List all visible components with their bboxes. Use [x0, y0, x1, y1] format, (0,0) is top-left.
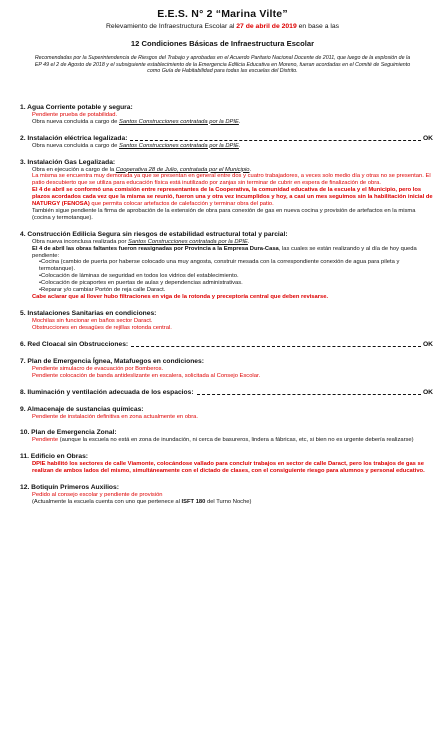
condition-12-title-text: 12. Botiquín Primeros Auxilios:: [20, 484, 119, 492]
list-item: • Colocación de láminas de seguridad en todos los vidrios del establecimiento.: [39, 273, 433, 280]
condition-11-body: [32, 461, 433, 475]
dashed-leader: [197, 394, 421, 395]
condition-11-title-text: 11. Edificio en Obras:: [20, 453, 89, 461]
condition-10-title: [20, 429, 433, 437]
condition-2-note: [32, 143, 433, 150]
condition-4-reassign-bold: El 4 de abril las obras faltantes fueron reasignadas por Provincia a la Empresa Dura-Casa: [32, 245, 279, 252]
condition-12: [20, 484, 433, 506]
condition-3-contractor: Cooperativa 28 de Julio, contratada por el Municipio: [115, 166, 250, 173]
condition-4-reassign-rest: , las cuales se están realizando y al día de hoy queda pendiente:: [32, 245, 417, 259]
condition-3-commission-note: [32, 187, 433, 208]
conditions-title: 12 Condiciones Básicas de Infraestructura Escolar: [130, 39, 315, 48]
condition-4-contractor: Santos Construcciones contratada por la DPIE: [128, 238, 248, 245]
condition-12-note-pre: (Actualmente la escuela cuenta con uno que pertenece al: [32, 499, 182, 506]
survey-line-pre: Relevamiento de Infraestructura Escolar al: [105, 23, 237, 30]
condition-7-note-2: Pendiente colocación de banda antideslizante en escalera, solicitada al Consejo Escolar.: [32, 372, 261, 379]
condition-6-title-text: 6. Red Cloacal sin Obstrucciones:: [20, 340, 129, 348]
condition-9: [20, 406, 433, 421]
condition-12-body: [32, 492, 433, 506]
list-item: • Reparar y/o cambiar Portón de reja calle Daract.: [39, 287, 433, 294]
condition-2-title-text: 2. Instalación eléctrica legalizada:: [20, 134, 128, 142]
condition-1-note-post: .: [238, 118, 241, 125]
condition-8-title-text: 8. Iluminación y ventilación adecuada de los espacios:: [20, 388, 194, 396]
condition-2-note-pre: Obra nueva concluida a cargo de: [32, 142, 120, 149]
condition-1-note: [32, 119, 433, 126]
condition-10-note: [32, 437, 433, 444]
condition-4-note-pre: Obra nueva inconclusa realizada por: [32, 238, 129, 245]
condition-1-contractor: Santos Construcciones contratada por la DPIE: [119, 118, 239, 125]
condition-6-ok: OK: [422, 340, 433, 348]
survey-line: [12, 23, 433, 30]
condition-1-title: [20, 104, 433, 112]
conditions-list: [12, 104, 433, 506]
list-item: • Cocina (cambio de puerta por haberse colocado una muy angosta, construir mesada con la correspondiente conexión de agua para pileta y termotanque).: [39, 259, 433, 273]
condition-1-status: Pendiente prueba de potabilidad.: [32, 111, 118, 118]
condition-6-title: [20, 341, 433, 349]
condition-4-note: [32, 239, 433, 246]
survey-line-post: en base a las: [296, 23, 340, 30]
condition-9-title-text: 9. Almacenaje de sustancias químicas:: [20, 405, 144, 413]
condition-11-note: DPIE habilitó los sectores de calle Viamonte, colocándose vallado para concluir trabajos en sector de calle Daract, pero los trabajos de gas se realizan de ambos lados del mismo, simultáneamente con el dictado de clases, con el consiguiente riesgo para alumnos y personal educativo.: [32, 461, 425, 475]
condition-11: [20, 453, 433, 475]
condition-1-title-text: 1. Agua Corriente potable y segura:: [20, 103, 133, 111]
condition-12-institution: ISFT 180: [181, 499, 206, 506]
condition-8: [20, 389, 433, 397]
survey-date: 27 de abril de 2019: [236, 23, 297, 30]
condition-3-title: [20, 159, 433, 167]
intro-paragraph: Recomendadas por la Superintendencia de Riesgos del Trabajo y aprobadas en el Acuerdo Paritario Nacional Docente de 2011, que luego de la explosión de la EP 49 el 2 de Agosto de 2018 y el subsiguiente establecimiento de la Emergencia Edilicia Educativa en Moreno, fueran acordadas en el Comité de Seguimiento como Guía de Habitabilidad para todas las escuelas del Distrito.: [34, 55, 411, 75]
condition-5-body: [32, 318, 433, 332]
condition-6: [20, 341, 433, 349]
condition-10-status: Pendiente: [32, 437, 59, 444]
condition-9-note: Pendiente de instalación definitiva en zona actualmente en obra.: [32, 413, 198, 420]
condition-5: [20, 310, 433, 332]
condition-9-body: [32, 414, 433, 421]
condition-7-title-text: 7. Plan de Emergencia Ígnea, Matafuegos en condiciones:: [20, 357, 204, 365]
condition-10-note-rest: (aunque la escuela no está en zona de inundación, ni cerca de basureros, lindera a fábricas, etc, si bien no es urgente debería realizarse): [58, 437, 414, 444]
condition-12-title: [20, 484, 433, 492]
condition-2-note-post: .: [238, 142, 241, 149]
condition-10-title-text: 10. Plan de Emergencia Zonal:: [20, 429, 117, 437]
condition-3-note-post: .: [249, 166, 252, 173]
condition-10: [20, 429, 433, 444]
condition-5-note-2: Obstrucciones en desagües de rejillas rotonda central.: [32, 324, 172, 331]
condition-3-note: [32, 167, 433, 174]
condition-4-reassign-note: [32, 246, 433, 260]
condition-1-note-pre: Obra nueva concluida a cargo de: [32, 118, 120, 125]
condition-8-title: [20, 389, 433, 397]
condition-7-title: [20, 358, 433, 366]
condition-3-body: [32, 167, 433, 222]
condition-3-commission-rest: que permita colocar artefactos de calefacción y terminar obra del patio.: [89, 201, 274, 208]
condition-2-title: [20, 135, 433, 143]
condition-4-note-post: .: [247, 238, 250, 245]
school-name: E.E.S. N° 2 “Marina Vilte”: [157, 8, 288, 20]
condition-11-title: [20, 453, 433, 461]
condition-2-body: [32, 143, 433, 150]
condition-9-title: [20, 406, 433, 414]
condition-4-leak-note: Cabe aclarar que al llover hubo filtraciones en viga de la rotonda y preceptoría central que deben revisarse.: [32, 294, 329, 300]
dashed-leader: [131, 346, 421, 347]
condition-3: [20, 159, 433, 222]
condition-4-title-text: 4. Construcción Edilicia Segura sin riesgos de estabilidad estructural total y parcial:: [20, 230, 288, 238]
condition-3-pending-note: También sigue pendiente la firma de aprobación de la extensión de obra para conexión de gas en nueva cocina y provisión de artefactos en la misma (cocina y termotanque).: [32, 207, 416, 221]
condition-12-status: Pedido al consejo escolar y pendiente de provisión: [32, 492, 163, 499]
condition-1: [20, 104, 433, 126]
condition-5-note-1: Mochilas sin funcionar en baños sector Daract.: [32, 317, 153, 324]
condition-1-body: [32, 112, 433, 126]
condition-2: [20, 135, 433, 150]
list-item: • Colocación de picaportes en puertas de aulas y dependencias administrativas.: [39, 280, 433, 287]
condition-3-title-text: 3. Instalación Gas Legalizada:: [20, 158, 116, 166]
condition-10-body: [32, 437, 433, 444]
condition-4-pending-list: [32, 259, 433, 294]
condition-2-ok: OK: [422, 134, 433, 142]
condition-5-title: [20, 310, 433, 318]
condition-4: [20, 231, 433, 301]
condition-4-title: [20, 231, 433, 239]
condition-7: [20, 358, 433, 380]
condition-12-note: [32, 499, 433, 506]
condition-12-note-post: del Turno Noche): [205, 499, 252, 506]
condition-5-title-text: 5. Instalaciones Sanitarias en condiciones:: [20, 309, 157, 317]
condition-8-ok: OK: [422, 388, 433, 396]
condition-3-commission-bold: El 4 de abril se conformó una comisión entre representantes de la Cooperativa, la comunidad educativa de la escuela y el Municipio, pero los plazos acordados cada vez que la misma se reunió, fueron una y otra vez incumplidos y hoy, a casi un mes seguimos sin la habilitación inicial de NATURGY (FENOSA): [32, 187, 433, 208]
condition-7-note-1: Pendiente simulacro de evacuación por Bomberos.: [32, 365, 164, 372]
condition-2-contractor: Santos Construcciones contratada por la DPIE: [119, 142, 239, 149]
condition-3-delay-note: La misma se encuentra muy demorada ya que se presentan en general entre dos y cuatro trabajadores, a veces solo medio día y otras no se presentan. El patio descubierto que se utiliza para educación física está inutilizado por zanjas sin terminar de cubrir en espera de finalización de obra.: [32, 173, 431, 187]
condition-4-body: [32, 239, 433, 301]
condition-3-note-pre: Obra en ejecución a cargo de la: [32, 166, 116, 173]
condition-7-body: [32, 366, 433, 380]
dashed-leader: [130, 140, 421, 141]
